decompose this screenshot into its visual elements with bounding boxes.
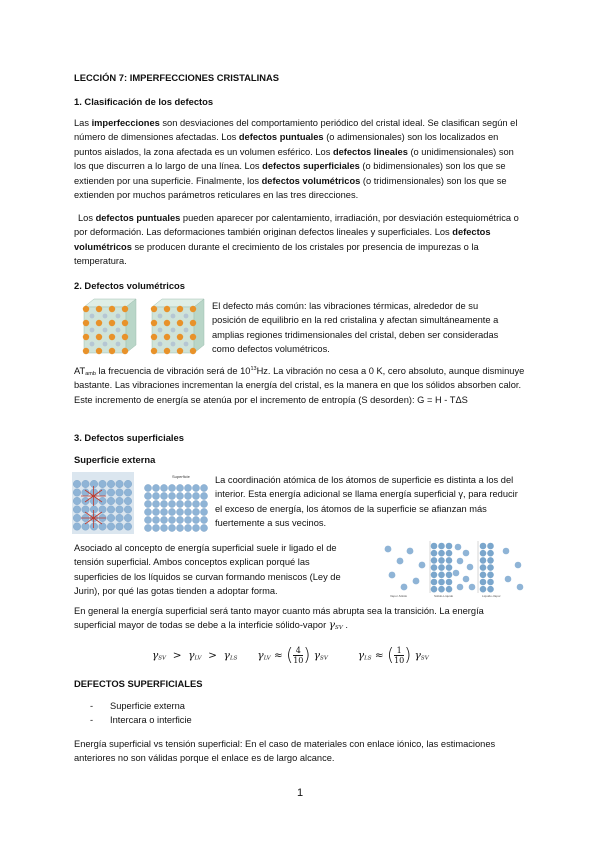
interface-label-vs: Vapor-Sólido <box>390 594 408 598</box>
list-item: - Intercara o interficie <box>74 713 374 727</box>
atom <box>99 523 107 531</box>
atom <box>176 508 183 515</box>
atom <box>184 516 191 523</box>
atom <box>122 306 128 312</box>
atom <box>457 584 464 591</box>
atom-inner <box>184 342 189 347</box>
atom <box>73 506 81 514</box>
atom <box>177 320 183 326</box>
atom-inner <box>116 342 121 347</box>
atom <box>487 579 494 586</box>
atom <box>124 523 132 531</box>
atom <box>152 484 159 491</box>
atom <box>96 334 102 340</box>
atom <box>124 497 132 505</box>
atom <box>160 500 167 507</box>
atom <box>480 543 487 550</box>
atom <box>144 484 151 491</box>
atom <box>184 492 191 499</box>
section-1-heading: 1. Clasificación de los defectos <box>74 96 214 107</box>
section-2-heading: 2. Defectos volumétricos <box>74 280 185 291</box>
atom <box>109 334 115 340</box>
atom <box>463 550 470 557</box>
atom <box>152 516 159 523</box>
atom <box>152 508 159 515</box>
atom <box>96 320 102 326</box>
atom <box>407 548 414 555</box>
defectos-superficiales-heading: DEFECTOS SUPERFICIALES <box>74 678 203 689</box>
atom <box>90 480 98 488</box>
atom <box>164 334 170 340</box>
section-3-heading: 3. Defectos superficiales <box>74 432 184 443</box>
atom <box>192 500 199 507</box>
atom <box>116 506 124 514</box>
atom <box>176 484 183 491</box>
section-3-general-paragraph: En general la energía superficial será tanto mayor cuanto más abrupta sea la transición. La energía superficial mayor de todas se debe a la interficie sólido-vapor $\gamma_{SV}$ . <box>74 606 484 632</box>
atom-inner <box>116 328 121 333</box>
atom <box>122 348 128 354</box>
section-2-side-text: El defecto más común: las vibraciones térmicas, alrededor de su posición de equilibrio en la red cristalina y afectan simultáneamente a amplias regiones tridimensionales del cristal, deben ser consideradas como defectos volumétricos. <box>212 301 499 355</box>
atom <box>151 334 157 340</box>
atom <box>487 564 494 571</box>
atom <box>200 508 207 515</box>
atom <box>96 306 102 312</box>
atom <box>73 523 81 531</box>
atom-inner <box>184 314 189 319</box>
atom <box>144 524 151 531</box>
page-number: 1 <box>296 787 304 799</box>
atom <box>116 497 124 505</box>
atom <box>107 514 115 522</box>
atom <box>83 334 89 340</box>
atom <box>200 516 207 523</box>
atom <box>480 564 487 571</box>
page-title: LECCIÓN 7: IMPERFECCIONES CRISTALINAS <box>74 72 280 83</box>
atom-inner <box>90 342 95 347</box>
atom <box>438 564 445 571</box>
atom-inner <box>184 328 189 333</box>
atom <box>487 550 494 557</box>
atom <box>190 348 196 354</box>
atom <box>446 550 453 557</box>
atom <box>73 497 81 505</box>
atom <box>124 506 132 514</box>
atom <box>83 306 89 312</box>
atom <box>184 500 191 507</box>
atom <box>83 320 89 326</box>
atom <box>192 508 199 515</box>
panel-right <box>142 480 210 534</box>
section-4-paragraph: Energía superficial vs tensión superficial: En el caso de materiales con enlace iónico, las estimaciones anteriores no son válidas porque el enlace es de largo alcance. <box>74 739 496 764</box>
atom <box>124 514 132 522</box>
atom <box>192 524 199 531</box>
atom <box>151 306 157 312</box>
atom <box>116 523 124 531</box>
atom-inner <box>116 314 121 319</box>
atom <box>160 516 167 523</box>
atom <box>124 480 132 488</box>
atom <box>116 489 124 497</box>
atom <box>438 557 445 564</box>
atom <box>463 576 470 583</box>
atom <box>480 579 487 586</box>
atom <box>438 572 445 579</box>
section-2-paragraph: $AT_{amb}$ la frecuencia de vibración será de $10^{13}Hz$. La vibración no cesa a 0 K, cero absoluto, aunque disminuye bastante. Las vibraciones incrementan la energía del cristal, es la manera en que los sólidos absorben calor. Este incremento de energía se atenúa por el incremento de entropía (S desorden): G = H - TΔS <box>74 366 525 405</box>
atom <box>116 514 124 522</box>
atom-inner <box>103 342 108 347</box>
atom <box>73 480 81 488</box>
atom <box>190 334 196 340</box>
atom-inner <box>103 328 108 333</box>
atom <box>160 484 167 491</box>
atom <box>168 492 175 499</box>
atom <box>200 492 207 499</box>
atom-inner <box>171 342 176 347</box>
atom <box>151 320 157 326</box>
atom <box>151 348 157 354</box>
atom <box>107 506 115 514</box>
atom <box>152 524 159 531</box>
atom <box>438 579 445 586</box>
atom <box>99 480 107 488</box>
atom <box>455 544 462 551</box>
interface-label-sl: Sólido-Líquido <box>434 594 454 598</box>
atom <box>177 306 183 312</box>
atom <box>446 586 453 593</box>
atom <box>177 334 183 340</box>
crystal-lattice-figure <box>72 297 210 359</box>
section-3-side-text: La coordinación atómica de los átomos de superficie es distinta a los del interior. Esta energía adicional se llama energía superficial γ, para reducir el exceso de energía, los átomos de la superficie se afianzan más fuertemente a sus vecinos. <box>215 475 518 529</box>
atom <box>480 586 487 593</box>
atom <box>190 306 196 312</box>
atom <box>109 348 115 354</box>
atom-inner <box>171 328 176 333</box>
surface-energy-equation: $\gamma_{SV} > \gamma_{LV} > \gamma_{LS}$ $\gamma_{LV}$ ≈ ( $\frac{4}{10}$ ) $\gamma_{SV}$ $\gamma_{LS}$ ≈ ( $\frac{1}{10}$ ) $\gamma_{SV}$ <box>152 644 429 666</box>
atom <box>168 516 175 523</box>
atom <box>457 558 464 565</box>
surface-atoms-figure <box>72 472 212 534</box>
atom <box>480 572 487 579</box>
atom-inner <box>158 328 163 333</box>
atom <box>200 524 207 531</box>
atom-inner <box>90 314 95 319</box>
atom <box>122 334 128 340</box>
atom <box>389 572 396 579</box>
atom-inner <box>90 328 95 333</box>
atom-inner <box>158 342 163 347</box>
atom <box>200 484 207 491</box>
atom <box>431 586 438 593</box>
atom <box>469 584 476 591</box>
atom <box>487 543 494 550</box>
interfaces-figure <box>382 541 527 599</box>
atom <box>385 546 392 553</box>
atom <box>446 572 453 579</box>
atom <box>480 557 487 564</box>
atom <box>487 586 494 593</box>
atom <box>164 306 170 312</box>
atom <box>446 579 453 586</box>
atom <box>164 320 170 326</box>
atom <box>90 506 98 514</box>
atom <box>446 564 453 571</box>
atom <box>487 572 494 579</box>
atom <box>107 489 115 497</box>
atom <box>116 480 124 488</box>
atom <box>176 516 183 523</box>
atom <box>431 557 438 564</box>
atom <box>99 506 107 514</box>
atom <box>152 500 159 507</box>
atom <box>438 543 445 550</box>
figure-label-right: Superficie <box>172 474 190 479</box>
atom <box>446 557 453 564</box>
atom <box>168 500 175 507</box>
list-item: - Superficie externa <box>74 699 374 713</box>
interface-label-lv: Líquido-Vapor <box>482 594 501 598</box>
atom-inner <box>103 314 108 319</box>
atom <box>184 484 191 491</box>
atom <box>190 320 196 326</box>
atom <box>397 558 404 565</box>
atom <box>122 320 128 326</box>
atom <box>82 480 90 488</box>
atom <box>438 586 445 593</box>
atom <box>487 557 494 564</box>
atom <box>73 489 81 497</box>
atom <box>96 348 102 354</box>
atom <box>517 584 524 591</box>
atom <box>192 484 199 491</box>
section-1-paragraph-2: Los defectos puntuales pueden aparecer por calentamiento, irradiación, por desviación estequiométrica o por deformación. Las deformaciones también originan defectos lineales y superficiales. Los defectos volumétricos se producen durante el crecimiento de los cristales por presencia de impurezas o la temperatura. <box>74 213 519 267</box>
atom <box>73 514 81 522</box>
atom <box>99 489 107 497</box>
atom <box>82 497 90 505</box>
atom <box>438 550 445 557</box>
atom <box>413 578 420 585</box>
atom <box>107 480 115 488</box>
atom <box>160 492 167 499</box>
atom <box>164 348 170 354</box>
atom <box>431 564 438 571</box>
atom <box>467 564 474 571</box>
atom <box>176 524 183 531</box>
atom <box>431 543 438 550</box>
atom <box>144 508 151 515</box>
atom <box>446 543 453 550</box>
atom <box>168 484 175 491</box>
atom <box>160 508 167 515</box>
atom <box>90 523 98 531</box>
atom <box>177 348 183 354</box>
atom <box>83 348 89 354</box>
atom <box>109 320 115 326</box>
atom <box>144 492 151 499</box>
atom <box>99 497 107 505</box>
atom <box>200 500 207 507</box>
atom <box>431 550 438 557</box>
atom <box>480 550 487 557</box>
atom <box>431 579 438 586</box>
atom <box>192 516 199 523</box>
atom <box>503 548 510 555</box>
atom <box>107 523 115 531</box>
atom <box>168 508 175 515</box>
atom <box>176 500 183 507</box>
atom <box>176 492 183 499</box>
atom <box>184 508 191 515</box>
subsection-superficie-externa: Superficie externa <box>74 454 156 465</box>
atom <box>107 497 115 505</box>
defectos-superficiales-list <box>74 699 374 728</box>
atom <box>184 524 191 531</box>
atom <box>144 500 151 507</box>
atom <box>124 489 132 497</box>
atom <box>160 524 167 531</box>
atom <box>453 570 460 577</box>
atom-inner <box>171 314 176 319</box>
atom <box>168 524 175 531</box>
atom <box>431 572 438 579</box>
atom-inner <box>158 314 163 319</box>
atom <box>152 492 159 499</box>
atom <box>192 492 199 499</box>
atom <box>401 584 408 591</box>
atom <box>144 516 151 523</box>
atom <box>419 562 426 569</box>
atom <box>515 562 522 569</box>
atom <box>109 306 115 312</box>
section-1-paragraph-1: Las imperfecciones son desviaciones del comportamiento periódico del cristal ideal. Se clasifican según el número de dimensiones afectadas. Los defectos puntuales (o adimensionales) son los localizados en puntos aislados, la zona afectada es un volumen esférico. Los defectos lineales (o unidimensionales) son los que discurren a lo largo de una línea. Los defectos superficiales (o bidimensionales) son los que se extienden por una superficie. Finalmente, los defectos volumétricos (o tridimensionales) son los que se extienden por muchos parámetros reticulares en las tres direcciones. <box>74 118 518 201</box>
atom <box>505 576 512 583</box>
section-3-tension-paragraph: Asociado al concepto de energía superficial suele ir ligado el de tensión superficial. Ambos conceptos explican porqué las superficies de los líquidos se curvan formando meniscos (Ley de Jurin), por qué las gotas tienden a adoptar forma. <box>74 543 341 597</box>
